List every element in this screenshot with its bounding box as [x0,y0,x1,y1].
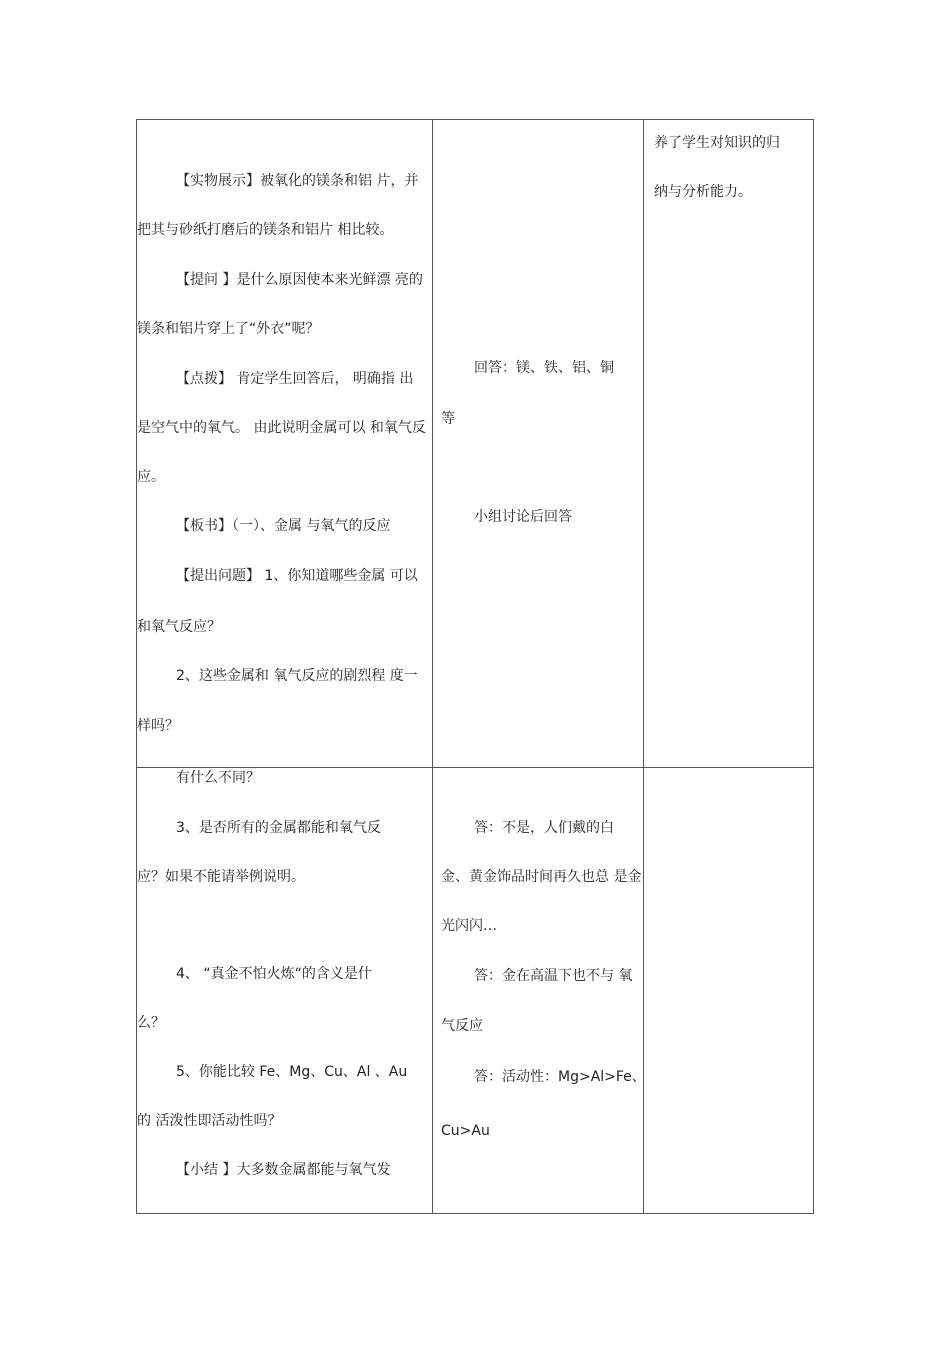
text-line: 【实物展示】被氧化的镁条和铝 片，并 [176,173,419,189]
text-line: 4、 “真金不怕火炼“的含义是什 [176,966,372,982]
text-line: 纳与分析能力。 [654,184,752,200]
text-line: 回答：镁、铁、铝、铜 [474,360,614,376]
text-line: 把其与砂纸打磨后的镁条和铝片 相比较。 [137,222,394,238]
text-line: 有什么不同？ [176,770,260,786]
text-line: 养了学生对知识的归 [654,135,780,151]
text-line: 【提出问题】 1、你知道哪些金属 可以 [176,568,418,584]
text-line: 等 [441,411,455,427]
text-line: 光闪闪… [441,918,497,934]
text-line: 【点拨】 肯定学生回答后， 明确指 出 [176,371,414,387]
text-line: 答：不是，人们戴的白 [474,820,614,836]
text-line: 答：金在高温下也不与 氧 [474,968,633,984]
text-line: 小组讨论后回答 [474,509,572,525]
text-line: 是空气中的氧气。 由此说明金属可以 和氧气反 [137,420,426,436]
text-line: 5、你能比较 Fe、Mg、Cu、Al 、Au [176,1064,408,1080]
text-line: 气反应 [441,1018,483,1034]
text-line: 【提问 】是什么原因使本来光鲜漂 亮的 [176,272,423,288]
column-divider-1 [432,120,433,1213]
text-line: 应。 [137,469,165,485]
text-line: 3、是否所有的金属都能和氧气反 [176,820,381,836]
text-line: 镁条和铝片穿上了“外衣”呢？ [137,321,320,337]
text-line: 应？如果不能请举例说明。 [137,869,305,885]
row-divider [137,767,813,768]
text-line: 样吗？ [137,718,179,734]
text-line: Cu>Au [441,1123,490,1139]
text-line: 金、黄金饰品时间再久也总 是金 [441,869,642,885]
text-line: 的 活泼性即活动性吗？ [137,1113,282,1129]
text-line: 和氧气反应？ [137,619,221,635]
text-line: 【小结 】大多数金属都能与氧气发 [176,1162,391,1178]
text-line: 答：活动性：Mg>Al>Fe、 [474,1069,646,1085]
column-divider-2 [643,120,644,1213]
text-line: 2、这些金属和 氧气反应的剧烈程 度一 [176,668,418,684]
text-line: 【板书】（一）、金属 与氧气的反应 [176,518,391,534]
text-line: 么？ [137,1015,165,1031]
